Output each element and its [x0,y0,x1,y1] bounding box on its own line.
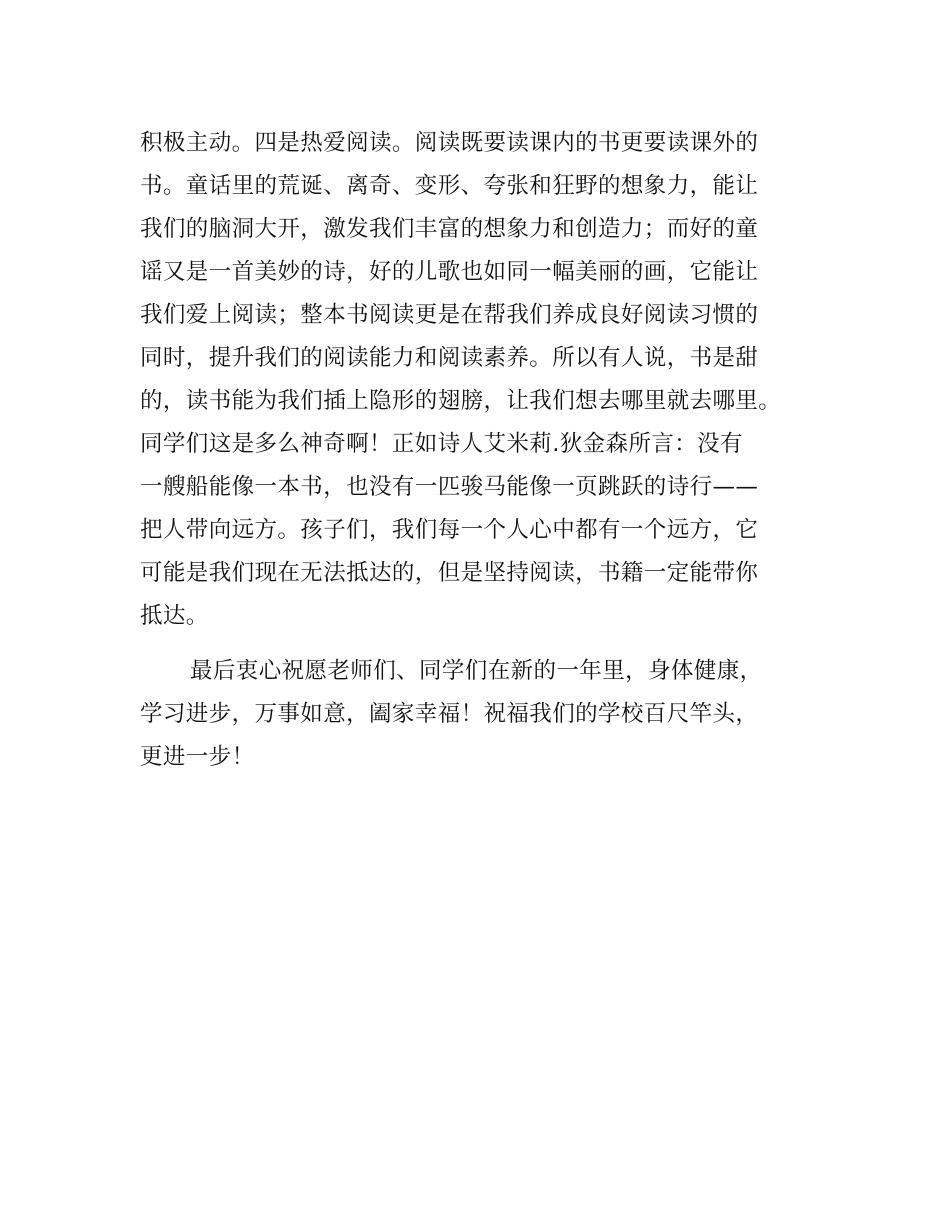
text-line: 谣又是一首美妙的诗，好的儿歌也如同一幅美丽的画，它能让 [140,259,759,285]
text-line: 同学们这是多么神奇啊！正如诗人艾米莉.狄金森所言：没有 [140,431,743,457]
text-line: 可能是我们现在无法抵达的，但是坚持阅读，书籍一定能带你 [140,560,759,586]
text-line: 更进一步！ [140,744,255,770]
text-line: 积极主动。四是热爱阅读。阅读既要读课内的书更要读课外的 [140,130,759,156]
text-line: 最后衷心祝愿老师们、同学们在新的一年里，身体健康， [190,658,763,684]
paragraph-spacer [140,638,840,650]
text-line: 把人带向远方。孩子们，我们每一个人心中都有一个远方，它 [140,517,759,543]
text-line: 同时，提升我们的阅读能力和阅读素养。所以有人说，书是甜 [140,345,759,371]
body-text [140,122,840,779]
text-line: 的，读书能为我们插上隐形的翅膀，让我们想去哪里就去哪里。 [140,388,782,414]
text-line: 书。童话里的荒诞、离奇、变形、夸张和狂野的想象力，能让 [140,173,759,199]
text-line: 学习进步，万事如意，阖家幸福！祝福我们的学校百尺竿头， [140,701,759,727]
text-line: 一艘船能像一本书，也没有一匹骏马能像一页跳跃的诗行—— [140,474,759,500]
text-line: 我们爱上阅读；整本书阅读更是在帮我们养成良好阅读习惯的 [140,302,759,328]
text-line: 抵达。 [140,603,209,629]
paragraph-closing-wishes [140,650,840,779]
text-line: 我们的脑洞大开，激发我们丰富的想象力和创造力；而好的童 [140,216,759,242]
paragraph-reading [140,122,840,638]
